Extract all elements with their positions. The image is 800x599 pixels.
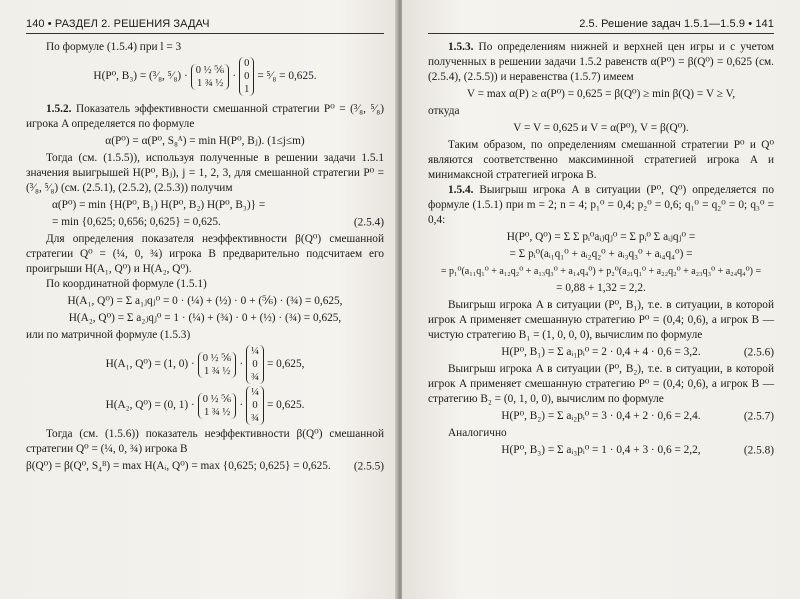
equation-2-5-8: [428, 443, 774, 458]
column-vector: [239, 57, 254, 96]
section-number: 1.5.4.: [448, 184, 474, 196]
eq-left: H(A₁, Q⁰) = (1, 0) ·: [105, 358, 195, 370]
thus-paragraph: Таким образом, по определениям смешанной стратегии P⁰ и Q⁰ являются соответственно максиминной стратегией игрока A и минимаксной стратегией игрока B.: [428, 139, 774, 181]
equation-h-p0-b3: H(P⁰, B₃) = (³⁄₈, ⁵⁄₈) · 0 ½ ⅚ 1 ¾ ½ · 0 0 1 = ⁵⁄₈ = 0,625.: [93, 58, 317, 95]
vector-entry: ¼: [251, 346, 259, 357]
equation-inequality: V = max α(P) ≥ α(P⁰) = 0,625 = β(Q⁰) ≥ min β(Q) = V ≥ V,: [466, 88, 736, 100]
equation-number: (2.5.8): [743, 444, 774, 456]
equation-alpha-value-1: α(P⁰) = min {H(P⁰, B₁) H(P⁰, B₂) H(P⁰, B₃)} =: [52, 199, 266, 211]
win2-paragraph: Выигрыш игрока A в ситуации (P⁰, B₂), т.е. в ситуации, в которой игрок A применяет смешанную стратегию P⁰ = (0,4; 0,6), а игрок B — стратегию B₂ = (0, 1, 0, 0), вычислим по формуле: [428, 363, 774, 405]
section-text: Выигрыш игрока A в ситуации (P⁰, Q⁰) определяется по формуле (1.5.1) при m = 2; n = 4; p₁⁰ = 0,4; p₂⁰ = 0,6; q₁⁰ = q₂⁰ = 0; q₃⁰ = 0,4:: [428, 184, 774, 226]
then2-paragraph: Тогда (см. (1.5.6)) показатель неэффективности β(Q⁰) смешанной стратегии Q⁰ = (¼, 0, ¾) игрока B: [26, 428, 384, 455]
section-1-5-3: [428, 40, 774, 85]
section-number: 1.5.2.: [46, 103, 72, 115]
payoff-matrix: [191, 64, 230, 90]
matrix-row: 0 ½ ⅚: [202, 393, 232, 405]
equation-whence: V = V = 0,625 и V = α(P⁰), V = β(Q⁰).: [513, 122, 689, 134]
equation-number: (2.5.6): [743, 346, 774, 358]
payoff-matrix: [198, 393, 237, 419]
beta-paragraph: Для определения показателя неэффективности β(Q⁰) смешанной стратегии Q⁰ = (¼, 0, ¾) игрока B предварительно подсчитаем его проигрыши H(A₁, Q⁰) и H(A₂, Q⁰).: [26, 233, 384, 275]
equation-h-a2-q0: H(A₂, Q⁰) = Σ a₂ⱼqⱼ⁰ = 1 · (¼) + (¾) · 0 + (½) · (¾) = 0,625,: [68, 312, 342, 324]
matrix-row: 0 ½ ⅚: [195, 64, 225, 76]
equation-number: (2.5.7): [743, 410, 774, 422]
equation-h-pq-1: H(P⁰, Q⁰) = Σ Σ pᵢ⁰aᵢⱼqⱼ⁰ = Σ pᵢ⁰ Σ aᵢⱼqⱼ⁰ =: [506, 231, 696, 243]
vector-entry: 1: [244, 84, 250, 95]
win1-paragraph: Выигрыш игрока A в ситуации (P⁰, B₁), т.е. в ситуации, в которой игрок A применяет смешанную стратегию P⁰ = (0,4; 0,6), а игрок B — чистую стратегию B₁ = (1, 0, 0, 0), вычислим по формуле: [428, 299, 774, 341]
right-running-head: 2.5. Решение задач 1.5.1—1.5.9 • 141: [428, 18, 774, 34]
eq-body: = min {0,625; 0,656; 0,625} = 0,625.: [52, 216, 221, 228]
vector-entry: 0: [244, 58, 250, 69]
section-number: 1.5.3.: [448, 41, 474, 53]
vector-entry: ¾: [251, 372, 259, 383]
eq-right: = 0,625.: [266, 399, 305, 411]
eq-body: β(Q⁰) = β(Q⁰, S₄ᴮ) = max H(Aᵢ, Q⁰) = max {0,625; 0,625} = 0,625.: [26, 460, 331, 472]
vector-entry: ¼: [251, 387, 259, 398]
eq-right: = ⁵⁄₈ = 0,625.: [257, 70, 317, 82]
left-page: [0, 0, 398, 599]
eq-left: H(A₂, Q⁰) = (0, 1) ·: [105, 399, 195, 411]
equation-alpha-value-2: [26, 215, 384, 230]
eq-right: = 0,625,: [266, 358, 305, 370]
matrix-row: 1 ¾ ½: [203, 365, 231, 377]
column-vector: [246, 386, 264, 425]
equation-h-pq-2: = Σ pᵢ⁰(aᵢ₁q₁⁰ + aᵢ₂q₂⁰ + aᵢ₃q₃⁰ + aᵢ₄q₄⁰) =: [509, 248, 693, 260]
whence-text: откуда: [428, 105, 460, 117]
matrix-row: 1 ¾ ½: [203, 406, 231, 418]
vector-entry: 0: [252, 359, 258, 370]
equation-2-5-6: [428, 345, 774, 360]
payoff-matrix: [198, 352, 237, 378]
equation-h-a1-q0: H(A₁, Q⁰) = Σ a₁ⱼqⱼ⁰ = 0 · (¼) + (½) · 0 + (⅚) · (¾) = 0,625,: [67, 295, 343, 307]
similarly-text: Аналогично: [448, 427, 507, 439]
eq-body: H(P⁰, B₁) = Σ aᵢ₁pᵢ⁰ = 2 · 0,4 + 4 · 0,6 = 3,2.: [501, 346, 701, 358]
vector-entry: 0: [252, 400, 258, 411]
eq-left: H(P⁰, B₃) = (³⁄₈, ⁵⁄₈) ·: [93, 70, 188, 82]
matrix-formula-text: или по матричной формуле (1.5.3): [26, 329, 191, 341]
section-1-5-4: [428, 183, 774, 228]
equation-h-pq-3: = p₁⁰(a₁₁q₁⁰ + a₁₂q₂⁰ + a₁₃q₃⁰ + a₁₄q₄⁰) + p₂⁰(a₂₁q₁⁰ + a₂₂q₂⁰ + a₂₃q₃⁰ + a₂₄q₄⁰) =: [440, 266, 762, 277]
equation-h-pq-4: = 0,88 + 1,32 = 2,2.: [556, 282, 646, 294]
vector-entry: ¾: [251, 413, 259, 424]
eq-body: H(P⁰, B₂) = Σ aᵢ₂pᵢ⁰ = 3 · 0,4 + 2 · 0,6 = 2,4.: [501, 410, 701, 422]
matrix-row: 0 ½ ⅚: [202, 352, 232, 364]
vector-entry: 0: [244, 71, 250, 82]
coord-formula-text: По координатной формуле (1.5.1): [46, 278, 207, 290]
intro-text: По формуле (1.5.4) при l = 3: [46, 41, 182, 53]
right-page: [402, 0, 800, 599]
equation-alpha-def: α(P⁰) = α(P⁰, S₈ᴬ) = min H(P⁰, Bⱼ). (1≤j≤m): [105, 135, 305, 147]
equation-beta: [26, 459, 384, 474]
equation-number: (2.5.5): [353, 460, 384, 472]
section-text: Показатель эффективности смешанной стратегии P⁰ = (³⁄₈, ⁵⁄₈) игрока A определяется по формуле: [26, 103, 384, 130]
equation-number: (2.5.4): [353, 216, 384, 228]
equation-h-a1-matrix: H(A₁, Q⁰) = (1, 0) · 0 ½ ⅚ 1 ¾ ½ · ¼ 0 ¾ = 0,625,: [105, 346, 305, 383]
matrix-row: 1 ¾ ½: [196, 77, 224, 89]
left-running-head: 140 • РАЗДЕЛ 2. РЕШЕНИЯ ЗАДАЧ: [26, 18, 384, 34]
section-1-5-2: [26, 102, 384, 132]
equation-2-5-7: [428, 409, 774, 424]
eq-body: H(P⁰, B₃) = Σ aᵢ₃pᵢ⁰ = 1 · 0,4 + 3 · 0,6 = 2,2,: [501, 444, 701, 456]
then-paragraph: Тогда (см. (1.5.5)), используя полученные в решении задачи 1.5.1 значения выигрышей H(P⁰, Bⱼ), j = 1, 2, 3, для смешанной стратегии P⁰ = (³⁄₈, ⁵⁄₈) (см. (2.5.1), (2.5.2), (2.5.3)) получим: [26, 152, 384, 194]
column-vector: [246, 345, 264, 384]
section-text: По определениям нижней и верхней цен игры и с учетом полученных в решении задачи 1.5.2 равенств α(P⁰) = β(Q⁰) = 0,625 (см. (2.5.4), (2.5.5)) и неравенства (1.5.7) имеем: [428, 41, 775, 83]
equation-h-a2-matrix: H(A₂, Q⁰) = (0, 1) · 0 ½ ⅚ 1 ¾ ½ · ¼ 0 ¾ = 0,625.: [105, 387, 305, 424]
